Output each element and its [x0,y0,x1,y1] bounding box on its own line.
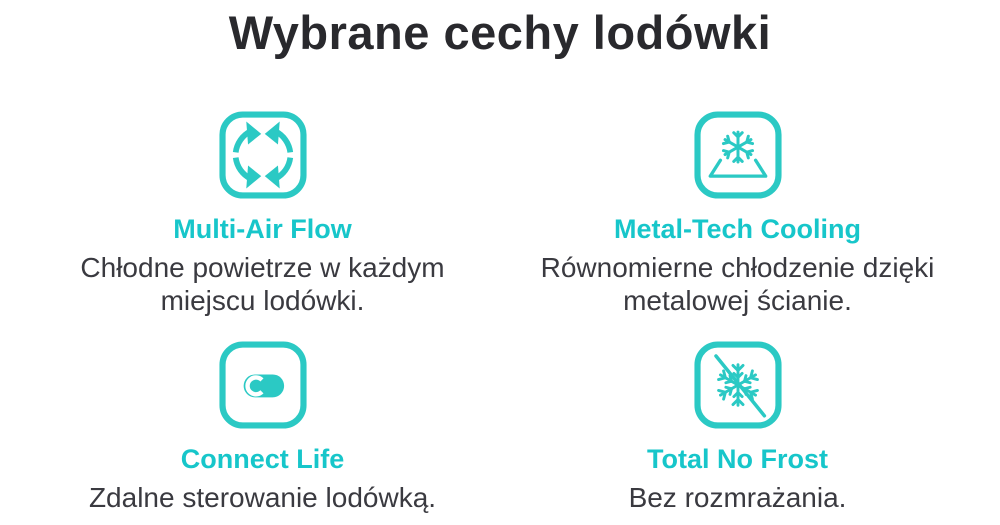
feature-label: Total No Frost [647,444,828,474]
feature-description: Chłodne powietrze w każdym miejscu lodówki. [80,252,445,316]
metal-tech-cooling-icon [694,111,782,199]
feature-card-total-no-frost [515,341,960,514]
feature-label: Connect Life [180,444,345,474]
total-no-frost-icon [694,341,782,429]
feature-description: Równomierne chłodzenie dzięki metalowej ścianie. [540,252,935,316]
connect-life-icon [219,341,307,429]
feature-label: Metal-Tech Cooling [614,214,861,244]
features-grid [0,61,1000,514]
feature-description: Zdalne sterowanie lodówką. [88,482,437,513]
feature-label: Multi-Air Flow [173,214,352,244]
feature-card-connect-life [40,341,485,514]
feature-card-metal-tech-cooling [515,111,960,317]
section-title: Wybrane cechy lodówki [228,6,772,59]
feature-description: Bez rozmrażania. [628,482,847,513]
feature-card-multi-air-flow [40,111,485,317]
multi-air-flow-icon [219,111,307,199]
